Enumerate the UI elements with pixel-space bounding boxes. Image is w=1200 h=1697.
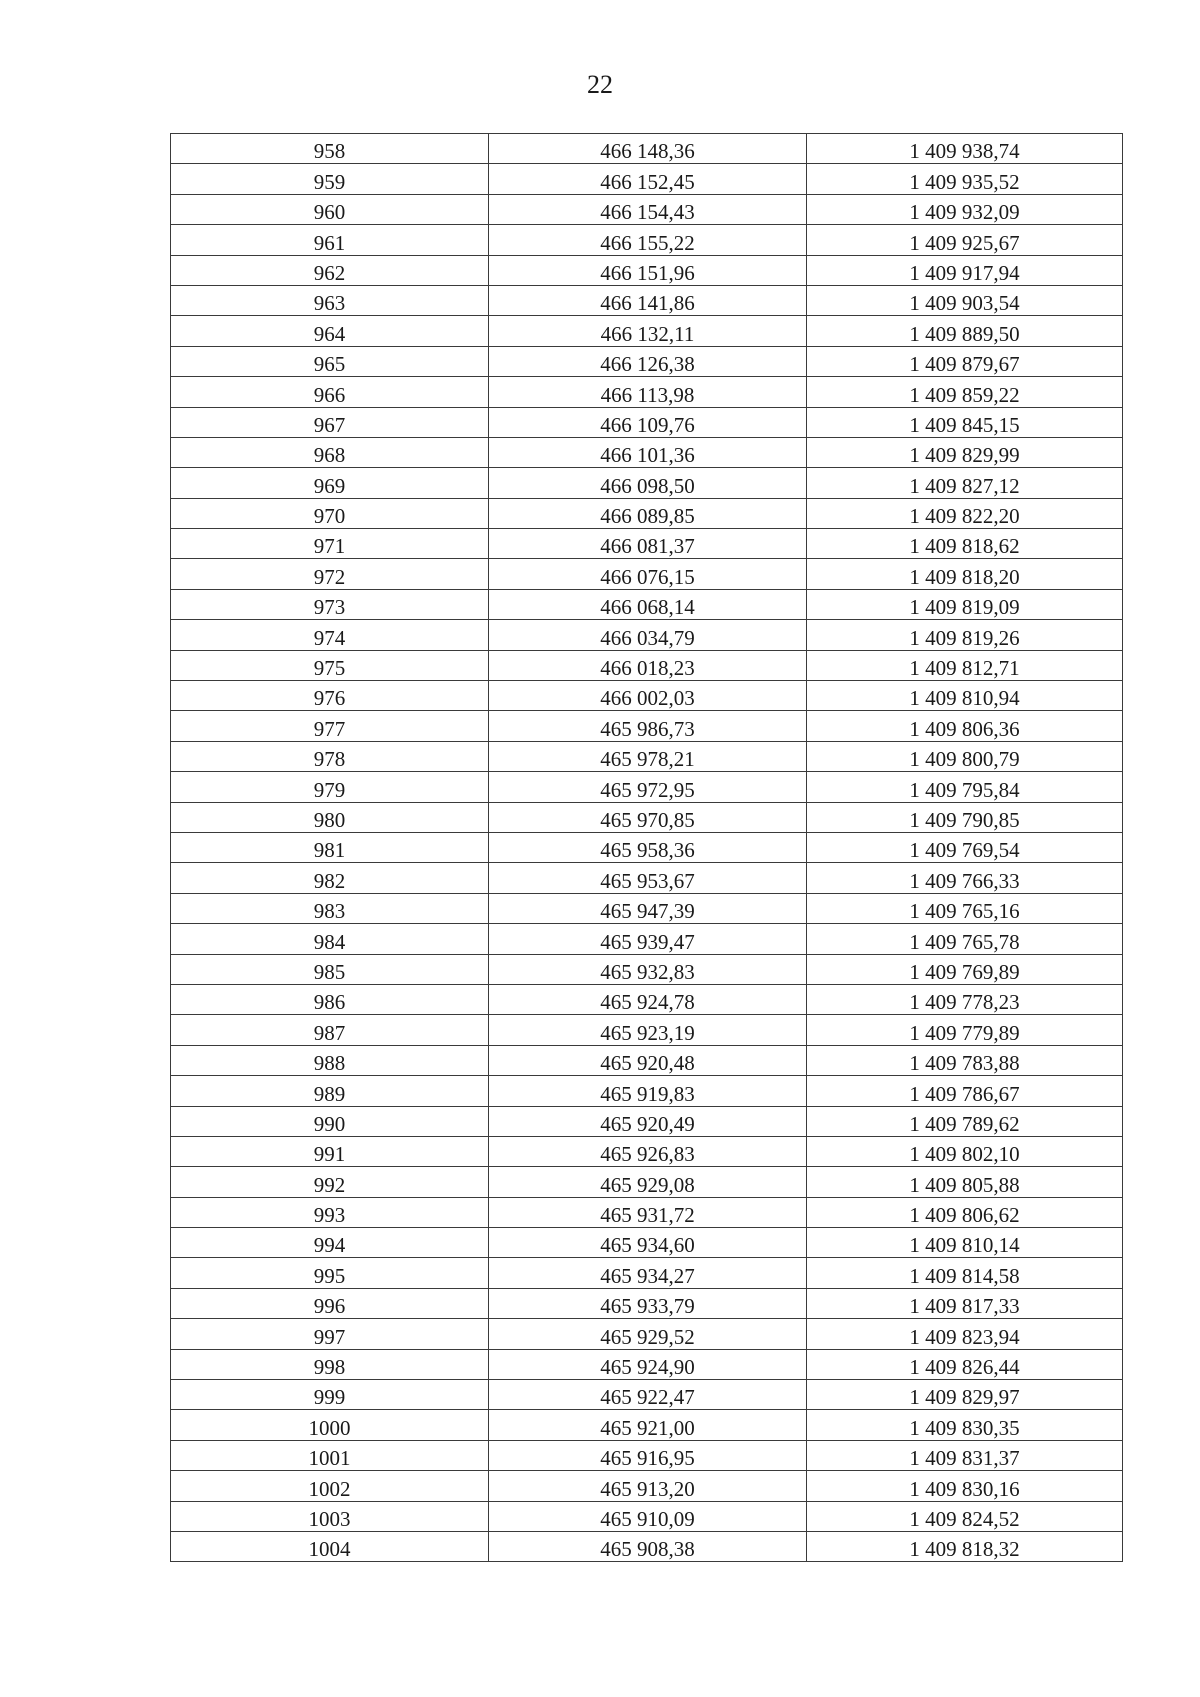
x-coordinate-cell: 466 132,11 — [489, 316, 807, 346]
table-row — [171, 1531, 1123, 1561]
x-coordinate-cell: 465 913,20 — [489, 1471, 807, 1501]
point-number-cell: 960 — [171, 194, 489, 224]
point-number-cell: 1001 — [171, 1440, 489, 1470]
point-number-cell: 974 — [171, 620, 489, 650]
point-number-cell: 992 — [171, 1167, 489, 1197]
y-coordinate-cell: 1 409 810,14 — [807, 1228, 1123, 1258]
x-coordinate-cell: 465 953,67 — [489, 863, 807, 893]
table-row — [171, 346, 1123, 376]
table-row — [171, 924, 1123, 954]
table-row — [171, 468, 1123, 498]
table-row — [171, 893, 1123, 923]
point-number-cell: 997 — [171, 1319, 489, 1349]
y-coordinate-cell: 1 409 806,62 — [807, 1197, 1123, 1227]
point-number-cell: 1003 — [171, 1501, 489, 1531]
coordinates-table-body — [171, 134, 1123, 1562]
point-number-cell: 980 — [171, 802, 489, 832]
y-coordinate-cell: 1 409 812,71 — [807, 650, 1123, 680]
y-coordinate-cell: 1 409 769,54 — [807, 832, 1123, 862]
y-coordinate-cell: 1 409 818,20 — [807, 559, 1123, 589]
x-coordinate-cell: 465 910,09 — [489, 1501, 807, 1531]
table-row — [171, 255, 1123, 285]
x-coordinate-cell: 465 926,83 — [489, 1136, 807, 1166]
table-row — [171, 954, 1123, 984]
table-row — [171, 1045, 1123, 1075]
table-row — [171, 1136, 1123, 1166]
table-row — [171, 407, 1123, 437]
table-row — [171, 1106, 1123, 1136]
x-coordinate-cell: 465 972,95 — [489, 772, 807, 802]
x-coordinate-cell: 465 970,85 — [489, 802, 807, 832]
x-coordinate-cell: 465 932,83 — [489, 954, 807, 984]
x-coordinate-cell: 465 921,00 — [489, 1410, 807, 1440]
x-coordinate-cell: 465 920,48 — [489, 1045, 807, 1075]
table-row — [171, 802, 1123, 832]
point-number-cell: 985 — [171, 954, 489, 984]
x-coordinate-cell: 465 916,95 — [489, 1440, 807, 1470]
point-number-cell: 970 — [171, 498, 489, 528]
table-row — [171, 1471, 1123, 1501]
x-coordinate-cell: 466 089,85 — [489, 498, 807, 528]
table-row — [171, 984, 1123, 1014]
x-coordinate-cell: 465 933,79 — [489, 1288, 807, 1318]
x-coordinate-cell: 465 934,27 — [489, 1258, 807, 1288]
y-coordinate-cell: 1 409 830,16 — [807, 1471, 1123, 1501]
table-row — [171, 1349, 1123, 1379]
point-number-cell: 982 — [171, 863, 489, 893]
table-row — [171, 134, 1123, 164]
point-number-cell: 983 — [171, 893, 489, 923]
y-coordinate-cell: 1 409 766,33 — [807, 863, 1123, 893]
x-coordinate-cell: 465 929,08 — [489, 1167, 807, 1197]
point-number-cell: 991 — [171, 1136, 489, 1166]
table-row — [171, 1015, 1123, 1045]
x-coordinate-cell: 466 098,50 — [489, 468, 807, 498]
coordinates-table — [170, 133, 1123, 1562]
table-row — [171, 711, 1123, 741]
point-number-cell: 981 — [171, 832, 489, 862]
x-coordinate-cell: 465 931,72 — [489, 1197, 807, 1227]
point-number-cell: 994 — [171, 1228, 489, 1258]
point-number-cell: 1000 — [171, 1410, 489, 1440]
y-coordinate-cell: 1 409 932,09 — [807, 194, 1123, 224]
x-coordinate-cell: 465 908,38 — [489, 1531, 807, 1561]
y-coordinate-cell: 1 409 903,54 — [807, 285, 1123, 315]
y-coordinate-cell: 1 409 765,78 — [807, 924, 1123, 954]
point-number-cell: 979 — [171, 772, 489, 802]
point-number-cell: 966 — [171, 377, 489, 407]
y-coordinate-cell: 1 409 938,74 — [807, 134, 1123, 164]
y-coordinate-cell: 1 409 845,15 — [807, 407, 1123, 437]
y-coordinate-cell: 1 409 830,35 — [807, 1410, 1123, 1440]
point-number-cell: 964 — [171, 316, 489, 346]
point-number-cell: 990 — [171, 1106, 489, 1136]
y-coordinate-cell: 1 409 778,23 — [807, 984, 1123, 1014]
y-coordinate-cell: 1 409 818,62 — [807, 529, 1123, 559]
y-coordinate-cell: 1 409 817,33 — [807, 1288, 1123, 1318]
point-number-cell: 958 — [171, 134, 489, 164]
y-coordinate-cell: 1 409 819,09 — [807, 589, 1123, 619]
point-number-cell: 973 — [171, 589, 489, 619]
table-row — [171, 1076, 1123, 1106]
table-row — [171, 650, 1123, 680]
table-row — [171, 194, 1123, 224]
point-number-cell: 962 — [171, 255, 489, 285]
y-coordinate-cell: 1 409 783,88 — [807, 1045, 1123, 1075]
point-number-cell: 984 — [171, 924, 489, 954]
y-coordinate-cell: 1 409 925,67 — [807, 225, 1123, 255]
x-coordinate-cell: 466 141,86 — [489, 285, 807, 315]
point-number-cell: 978 — [171, 741, 489, 771]
x-coordinate-cell: 465 986,73 — [489, 711, 807, 741]
x-coordinate-cell: 465 947,39 — [489, 893, 807, 923]
point-number-cell: 967 — [171, 407, 489, 437]
point-number-cell: 995 — [171, 1258, 489, 1288]
x-coordinate-cell: 465 923,19 — [489, 1015, 807, 1045]
x-coordinate-cell: 465 929,52 — [489, 1319, 807, 1349]
y-coordinate-cell: 1 409 889,50 — [807, 316, 1123, 346]
y-coordinate-cell: 1 409 814,58 — [807, 1258, 1123, 1288]
x-coordinate-cell: 465 934,60 — [489, 1228, 807, 1258]
y-coordinate-cell: 1 409 800,79 — [807, 741, 1123, 771]
point-number-cell: 1004 — [171, 1531, 489, 1561]
point-number-cell: 988 — [171, 1045, 489, 1075]
y-coordinate-cell: 1 409 810,94 — [807, 681, 1123, 711]
point-number-cell: 993 — [171, 1197, 489, 1227]
table-row — [171, 589, 1123, 619]
point-number-cell: 987 — [171, 1015, 489, 1045]
table-row — [171, 1258, 1123, 1288]
page-number: 22 — [587, 70, 613, 99]
x-coordinate-cell: 466 113,98 — [489, 377, 807, 407]
table-row — [171, 741, 1123, 771]
table-row — [171, 1288, 1123, 1318]
table-row — [171, 863, 1123, 893]
y-coordinate-cell: 1 409 935,52 — [807, 164, 1123, 194]
point-number-cell: 969 — [171, 468, 489, 498]
table-row — [171, 1167, 1123, 1197]
point-number-cell: 999 — [171, 1380, 489, 1410]
table-row — [171, 285, 1123, 315]
table-row — [171, 1228, 1123, 1258]
x-coordinate-cell: 466 018,23 — [489, 650, 807, 680]
table-row — [171, 498, 1123, 528]
y-coordinate-cell: 1 409 823,94 — [807, 1319, 1123, 1349]
point-number-cell: 996 — [171, 1288, 489, 1318]
x-coordinate-cell: 466 155,22 — [489, 225, 807, 255]
point-number-cell: 976 — [171, 681, 489, 711]
point-number-cell: 975 — [171, 650, 489, 680]
table-row — [171, 164, 1123, 194]
x-coordinate-cell: 466 002,03 — [489, 681, 807, 711]
x-coordinate-cell: 466 151,96 — [489, 255, 807, 285]
x-coordinate-cell: 466 076,15 — [489, 559, 807, 589]
x-coordinate-cell: 466 109,76 — [489, 407, 807, 437]
point-number-cell: 963 — [171, 285, 489, 315]
x-coordinate-cell: 466 154,43 — [489, 194, 807, 224]
y-coordinate-cell: 1 409 765,16 — [807, 893, 1123, 923]
x-coordinate-cell: 466 148,36 — [489, 134, 807, 164]
table-row — [171, 316, 1123, 346]
table-row — [171, 559, 1123, 589]
x-coordinate-cell: 465 978,21 — [489, 741, 807, 771]
x-coordinate-cell: 465 919,83 — [489, 1076, 807, 1106]
point-number-cell: 986 — [171, 984, 489, 1014]
y-coordinate-cell: 1 409 806,36 — [807, 711, 1123, 741]
table-row — [171, 772, 1123, 802]
x-coordinate-cell: 465 922,47 — [489, 1380, 807, 1410]
table-row — [171, 1501, 1123, 1531]
y-coordinate-cell: 1 409 795,84 — [807, 772, 1123, 802]
y-coordinate-cell: 1 409 879,67 — [807, 346, 1123, 376]
table-row — [171, 620, 1123, 650]
point-number-cell: 972 — [171, 559, 489, 589]
x-coordinate-cell: 465 924,90 — [489, 1349, 807, 1379]
table-row — [171, 1410, 1123, 1440]
x-coordinate-cell: 466 034,79 — [489, 620, 807, 650]
y-coordinate-cell: 1 409 818,32 — [807, 1531, 1123, 1561]
y-coordinate-cell: 1 409 829,99 — [807, 437, 1123, 467]
y-coordinate-cell: 1 409 822,20 — [807, 498, 1123, 528]
table-row — [171, 225, 1123, 255]
table-row — [171, 437, 1123, 467]
y-coordinate-cell: 1 409 819,26 — [807, 620, 1123, 650]
point-number-cell: 989 — [171, 1076, 489, 1106]
x-coordinate-cell: 466 081,37 — [489, 529, 807, 559]
point-number-cell: 998 — [171, 1349, 489, 1379]
point-number-cell: 977 — [171, 711, 489, 741]
y-coordinate-cell: 1 409 790,85 — [807, 802, 1123, 832]
table-row — [171, 377, 1123, 407]
table-row — [171, 832, 1123, 862]
y-coordinate-cell: 1 409 769,89 — [807, 954, 1123, 984]
x-coordinate-cell: 465 939,47 — [489, 924, 807, 954]
x-coordinate-cell: 466 152,45 — [489, 164, 807, 194]
y-coordinate-cell: 1 409 917,94 — [807, 255, 1123, 285]
y-coordinate-cell: 1 409 779,89 — [807, 1015, 1123, 1045]
point-number-cell: 1002 — [171, 1471, 489, 1501]
y-coordinate-cell: 1 409 824,52 — [807, 1501, 1123, 1531]
y-coordinate-cell: 1 409 829,97 — [807, 1380, 1123, 1410]
point-number-cell: 968 — [171, 437, 489, 467]
x-coordinate-cell: 466 126,38 — [489, 346, 807, 376]
y-coordinate-cell: 1 409 831,37 — [807, 1440, 1123, 1470]
y-coordinate-cell: 1 409 859,22 — [807, 377, 1123, 407]
point-number-cell: 971 — [171, 529, 489, 559]
x-coordinate-cell: 465 920,49 — [489, 1106, 807, 1136]
x-coordinate-cell: 465 924,78 — [489, 984, 807, 1014]
x-coordinate-cell: 466 068,14 — [489, 589, 807, 619]
y-coordinate-cell: 1 409 786,67 — [807, 1076, 1123, 1106]
y-coordinate-cell: 1 409 805,88 — [807, 1167, 1123, 1197]
point-number-cell: 965 — [171, 346, 489, 376]
point-number-cell: 961 — [171, 225, 489, 255]
x-coordinate-cell: 466 101,36 — [489, 437, 807, 467]
table-row — [171, 1380, 1123, 1410]
point-number-cell: 959 — [171, 164, 489, 194]
y-coordinate-cell: 1 409 826,44 — [807, 1349, 1123, 1379]
x-coordinate-cell: 465 958,36 — [489, 832, 807, 862]
table-row — [171, 681, 1123, 711]
table-row — [171, 1440, 1123, 1470]
table-row — [171, 1197, 1123, 1227]
table-row — [171, 1319, 1123, 1349]
y-coordinate-cell: 1 409 827,12 — [807, 468, 1123, 498]
y-coordinate-cell: 1 409 802,10 — [807, 1136, 1123, 1166]
y-coordinate-cell: 1 409 789,62 — [807, 1106, 1123, 1136]
table-row — [171, 529, 1123, 559]
